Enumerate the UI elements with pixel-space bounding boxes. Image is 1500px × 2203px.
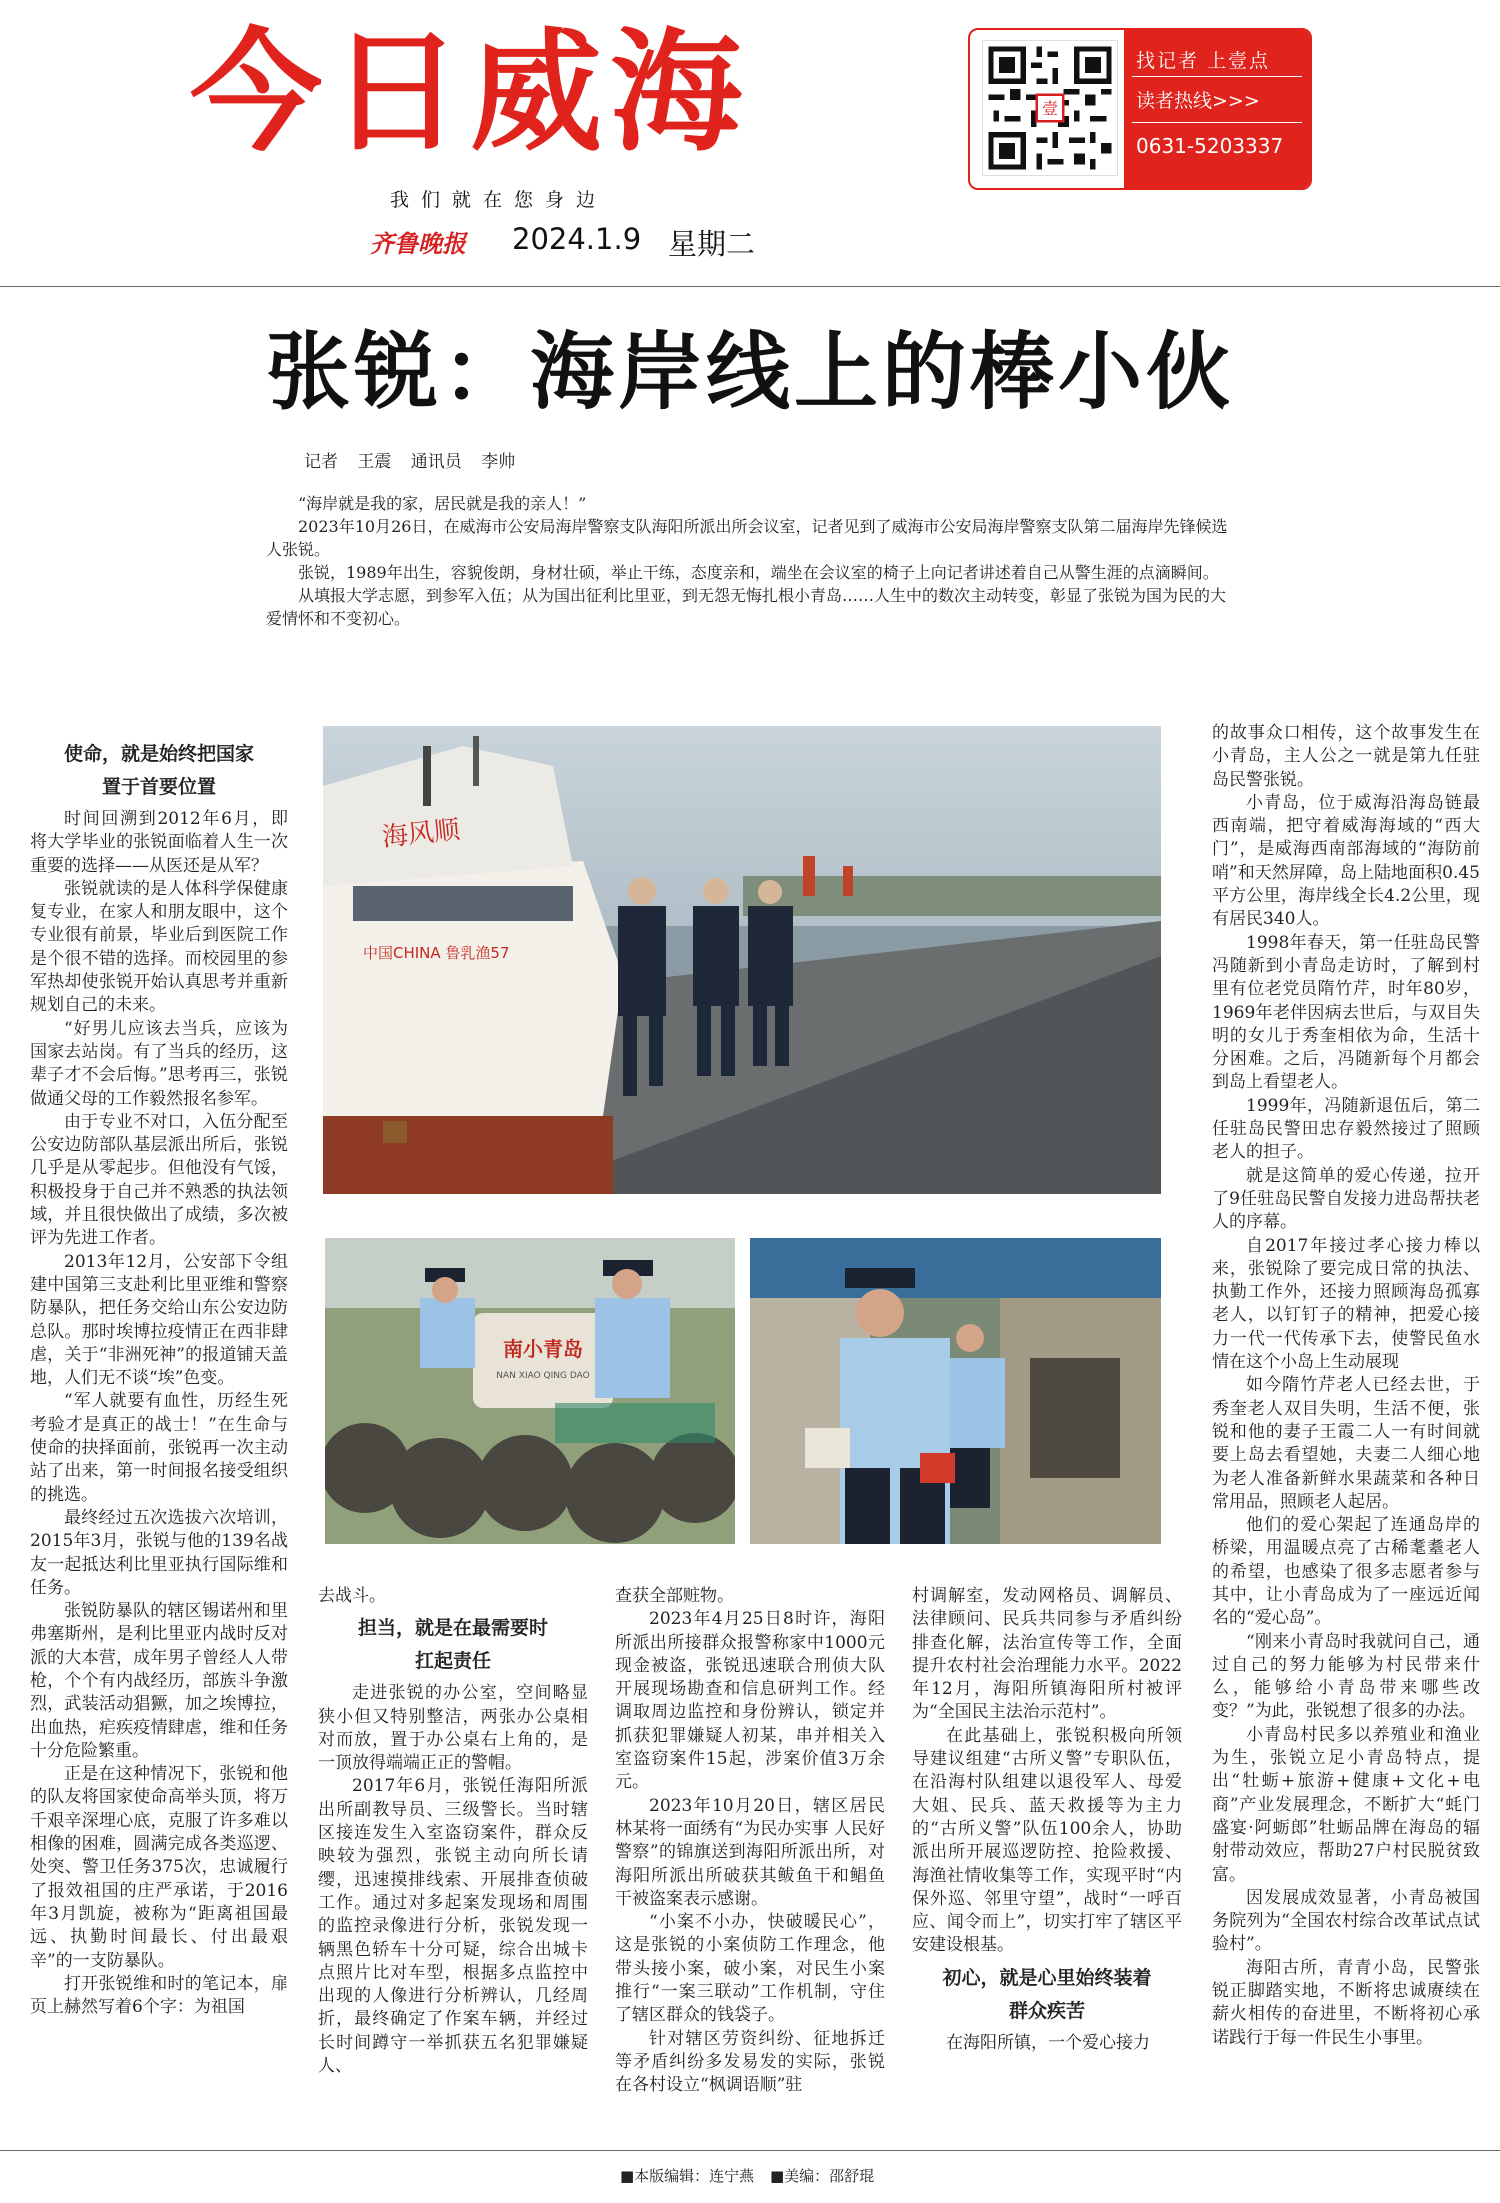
photo-patrol-pier [323,726,1161,1194]
body-paragraph: 最终经过五次选拔六次培训，2015年3月，张锐与他的139名战友一起抵达利比里亚执行国际维和任务。 [30,1507,288,1598]
byline: 记者 王震 通讯员 李帅 [304,452,516,472]
issue-weekday: 星期二 [668,227,756,261]
hotline-panel [1124,30,1310,188]
body-paragraph: “好男儿应该去当兵，应该为国家去站岗。有了当兵的经历，这辈子才不会后悔。”思考再三，张锐做通父母的工作毅然报名参军。 [30,1018,288,1109]
body-paragraph: 小青岛，位于威海沿海岛链最西南端，把守着威海海域的“西大门”，是威海西南部海域的“海防前哨”和天然屏障，岛上陆地面积0.45平方公里，海岸线全长4.2公里，现有居民340人。 [1212,792,1480,930]
divider [1132,122,1302,123]
body-paragraph: 的故事众口相传，这个故事发生在小青岛，主人公之一就是第九任驻岛民警张锐。 [1212,723,1480,790]
body-paragraph: “刚来小青岛时我就问自己，通过自己的努力能够为村民带来什么，能够给小青岛带来哪些改变？”为此，张锐想了很多的办法。 [1212,1631,1480,1722]
hotline-label: 读者热线>>> [1136,90,1260,112]
ship-reg-text: 中国CHINA 鲁乳渔57 [363,944,510,962]
masthead-slogan: 我们就在您身边 [390,189,608,211]
section-subhead: 初心，就是心里始终装着 群众疾苦 [942,1966,1152,2022]
lead-paragraph: 张锐，1989年出生，容貌俊朗，身材壮硕，举止干练，态度亲和，端坐在会议室的椅子上向记者讲述着自己从警生涯的点滴瞬间。 [298,563,1219,582]
qr-code-icon[interactable] [982,40,1118,176]
column-5 [1212,722,1480,2050]
body-paragraph: 正是在这种情况下，张锐和他的队友将国家使命高举头顶，将万千艰辛深埋心底，克服了许多难以相像的困难，圆满完成各类巡逻、处突、警卫任务375次，忠诚履行了报效祖国的庄严承诺，于2016年3月凯旋，被称为“距离祖国最远、执勤时间最长、付出最艰辛”的一支防暴队。 [30,1764,288,1971]
article-headline: 张锐：海岸线上的棒小伙 [265,322,1234,421]
body-paragraph: 在此基础上，张锐积极向所领导建议组建“古所义警”专职队伍，在沿海村队组建以退役军人、母爱大姐、民兵、蓝天救援等为主力的“古所义警”队伍100余人，协助派出所开展巡逻防控、抢险救援、海渔社情收集等工作，实现平时“内保外巡、邻里守望”，战时“一呼百应、闻令而上”，切实打牢了辖区平安建设根基。 [912,1725,1182,1956]
body-paragraph: 海阳古所，青青小岛，民警张锐正脚踏实地，不断将忠诚赓续在薪火相传的奋进里，不断将初心承诺践行于每一件民生小事里。 [1212,1957,1480,2048]
section-subhead: 担当，就是在最需要时 扛起责任 [357,1617,548,1673]
hotline-top-text: 找记者 上壹点 [1136,50,1271,72]
body-paragraph: 时间回溯到2012年6月，即将大学毕业的张锐面临着人生一次重要的选择——从医还是从军？ [30,809,288,876]
body-paragraph: 小青岛村民多以养殖业和渔业为生，张锐立足小青岛特点，提出“牡蛎+旅游+健康+文化+电商”产业发展理念，不断扩大“蚝门盛宴·阿蛎郎”牡蛎品牌在海岛的辐射带动效应，帮助27户村民脱贫致富。 [1212,1724,1480,1885]
svg-text:壹: 壹 [1041,98,1059,118]
body-paragraph: 张锐防暴队的辖区锡诺州和里弗塞斯州，是利比里亚内战时反对派的大本营，成年男子曾经人人带枪，个个有内战经历，部族斗争激烈，武装活动猖獗，加之埃博拉，出血热，疟疾疫情肆虐，维和任务十分危险繁重。 [30,1601,288,1761]
body-paragraph: 去战斗。 [318,1586,386,1606]
body-paragraph: 村调解室，发动网格员、调解员、法律顾问、民兵共同参与矛盾纠纷排查化解，法治宣传等工作，全面提升农村社会治理能力水平。2022年12月，海阳所镇海阳所村被评为“全国民主法治示范村”。 [912,1586,1182,1723]
footer-designer: ■美编：邵舒琨 [770,2167,875,2185]
body-paragraph: 打开张锐维和时的笔记本，扉页上赫然写着6个字：为祖国 [30,1973,288,2018]
body-paragraph: 张锐就读的是人体科学保健康复专业，在家人和朋友眼中，这个专业很有前景，毕业后到医院工作是个很不错的选择。而校园里的参军热却使张锐开始认真思考并重新规划自己的未来。 [30,878,288,1016]
stone-sign-subtext: NAN XIAO QING DAO [496,1371,590,1381]
body-paragraph: 1998年春天，第一任驻岛民警冯随新到小青岛走访时，了解到村里有位老党员隋竹芹，时年80岁，1969年老伴因病去世后，与双目失明的女儿于秀奎相依为命，生活十分困难。之后，冯随新每个月都会到岛上看望老人。 [1212,932,1480,1093]
lead-paragraph: 从填报大学志愿，到参军入伍；从为国出征利比里亚，到无怨无悔扎根小青岛……人生中的数次主动转变，彰显了张锐为国为民的大爱情怀和不变初心。 [266,586,1227,628]
column-2 [318,1585,588,2078]
issue-date: 2024.1.9 [512,222,642,256]
body-paragraph: 自2017年接过孝心接力棒以来，张锐除了要完成日常的执法、执勤工作外，还接力照顾海岛孤寡老人，以钉钉子的精神，把爱心接力一代一代传承下去，使警民鱼水情在这个小岛上生动展现 [1212,1235,1480,1373]
photo-stone-sign [325,1238,735,1544]
section-subhead: 使命，就是始终把国家 置于首要位置 [63,743,254,798]
masthead-title: 今日威海 [190,16,750,170]
lead-paragraph: “海岸就是我的家，居民就是我的亲人！” [298,494,587,513]
paper-logo: 齐鲁晚报 [370,229,466,258]
body-paragraph: 由于专业不对口，入伍分配至公安边防部队基层派出所后，张锐几乎是从零起步。但他没有气馁，积极投身于自己并不熟悉的执法领域，并且很快做出了成绩，多次被评为先进工作者。 [30,1111,288,1249]
column-1 [30,738,288,2019]
body-paragraph: 就是这简单的爱心传递，拉开了9任驻岛民警自发接力进岛帮扶老人的序幕。 [1212,1165,1480,1233]
hotline-box [968,28,1312,190]
photo-delivering-supplies [750,1238,1161,1544]
body-paragraph: 针对辖区劳资纠纷、征地拆迁等矛盾纠纷多发易发的实际，张锐在各村设立“枫调语顺”驻 [615,2028,885,2096]
body-paragraph: “小案不小办，快破暖民心”，这是张锐的小案侦防工作理念，他带头接小案，破小案，对民生小案推行“一案三联动”工作机制，守住了辖区群众的钱袋子。 [615,1912,885,2026]
body-paragraph: “军人就要有血性，历经生死考验才是真正的战士！”在生命与使命的抉择面前，张锐再一次主动站了出来，第一时间报名接受组织的挑选。 [30,1391,288,1505]
body-paragraph: 2023年4月25日8时许，海阳所派出所接群众报警称家中1000元现金被盗，张锐迅速联合刑侦大队开展现场勘查和信息研判工作。经调取周边监控和身份辨认，锁定并抓获犯罪嫌疑人初某，串并相关入室盗窃案件15起，涉案价值3万余元。 [615,1609,885,1793]
body-paragraph: 查获全部赃物。 [615,1586,734,1606]
divider [1132,76,1302,77]
body-paragraph: 他们的爱心架起了连通岛岸的桥梁，用温暖点亮了古稀耄耋老人的希望，也感染了很多志愿者参与其中，让小青岛成为了一座远近闻名的“爱心岛”。 [1212,1515,1480,1629]
footer-editor: ■本版编辑：连宁燕 [620,2167,755,2185]
body-paragraph: 2023年10月20日，辖区居民林某将一面绣有“为民办实事 人民好警察”的锦旗送到海阳所派出所，对海阳所派出所破获其鲅鱼干和鲳鱼干被盗案表示感谢。 [615,1795,885,1909]
hotline-number[interactable]: 0631-5203337 [1136,134,1284,158]
masthead-rule [0,286,1500,287]
body-paragraph: 2013年12月，公安部下令组建中国第三支赴利比里亚维和警察防暴队，把任务交给山东公安边防总队。那时埃博拉疫情正在西非肆虐，关于“非洲死神”的报道铺天盖地，人们无不谈“埃”色变。 [30,1251,288,1389]
column-4 [912,1585,1182,2055]
ship-name-text: 海风顺 [380,814,462,853]
footer-rule [0,2150,1500,2151]
column-3 [615,1585,885,2098]
body-paragraph: 走进张锐的办公室，空间略显狭小但又特别整洁，两张办公桌相对而放，置于办公桌右上角的，是一顶放得端端正正的警帽。 [318,1683,588,1774]
body-paragraph: 1999年，冯随新退伍后，第二任驻岛民警田忠存毅然接过了照顾老人的担子。 [1212,1095,1480,1163]
stone-sign-text: 南小青岛 [503,1337,583,1361]
lead-paragraph: 2023年10月26日，在威海市公安局海岸警察支队海阳所派出所会议室，记者见到了威海市公安局海岸警察支队第二届海岸先锋候选人张锐。 [266,517,1228,559]
body-paragraph: 因发展成效显著，小青岛被国务院列为“全国农村综合改革试点试验村”。 [1212,1887,1480,1955]
article-lead [266,492,1228,630]
body-paragraph: 2017年6月，张锐任海阳所派出所副教导员、三级警长。当时辖区接连发生入室盗窃案件，群众反映较为强烈，张锐主动向所长请缨，迅速摸排线索、开展排查侦破工作。通过对多起案发现场和周围的监控录像进行分析，张锐发现一辆黑色轿车十分可疑，综合出城卡点照片比对车型，根据多点监控中出现的人像进行分析辨认，几经周折，最终确定了作案车辆，并经过长时间蹲守一举抓获五名犯罪嫌疑人、 [318,1776,588,2077]
body-paragraph: 在海阳所镇，一个爱心接力 [946,2032,1150,2053]
body-paragraph: 如今隋竹芹老人已经去世，于秀奎老人双目失明，生活不便，张锐和他的妻子王霞二人一有时间就要上岛去看望她，夫妻二人细心地为老人准备新鲜水果蔬菜和各种日常用品，照顾老人起居。 [1212,1375,1480,1512]
